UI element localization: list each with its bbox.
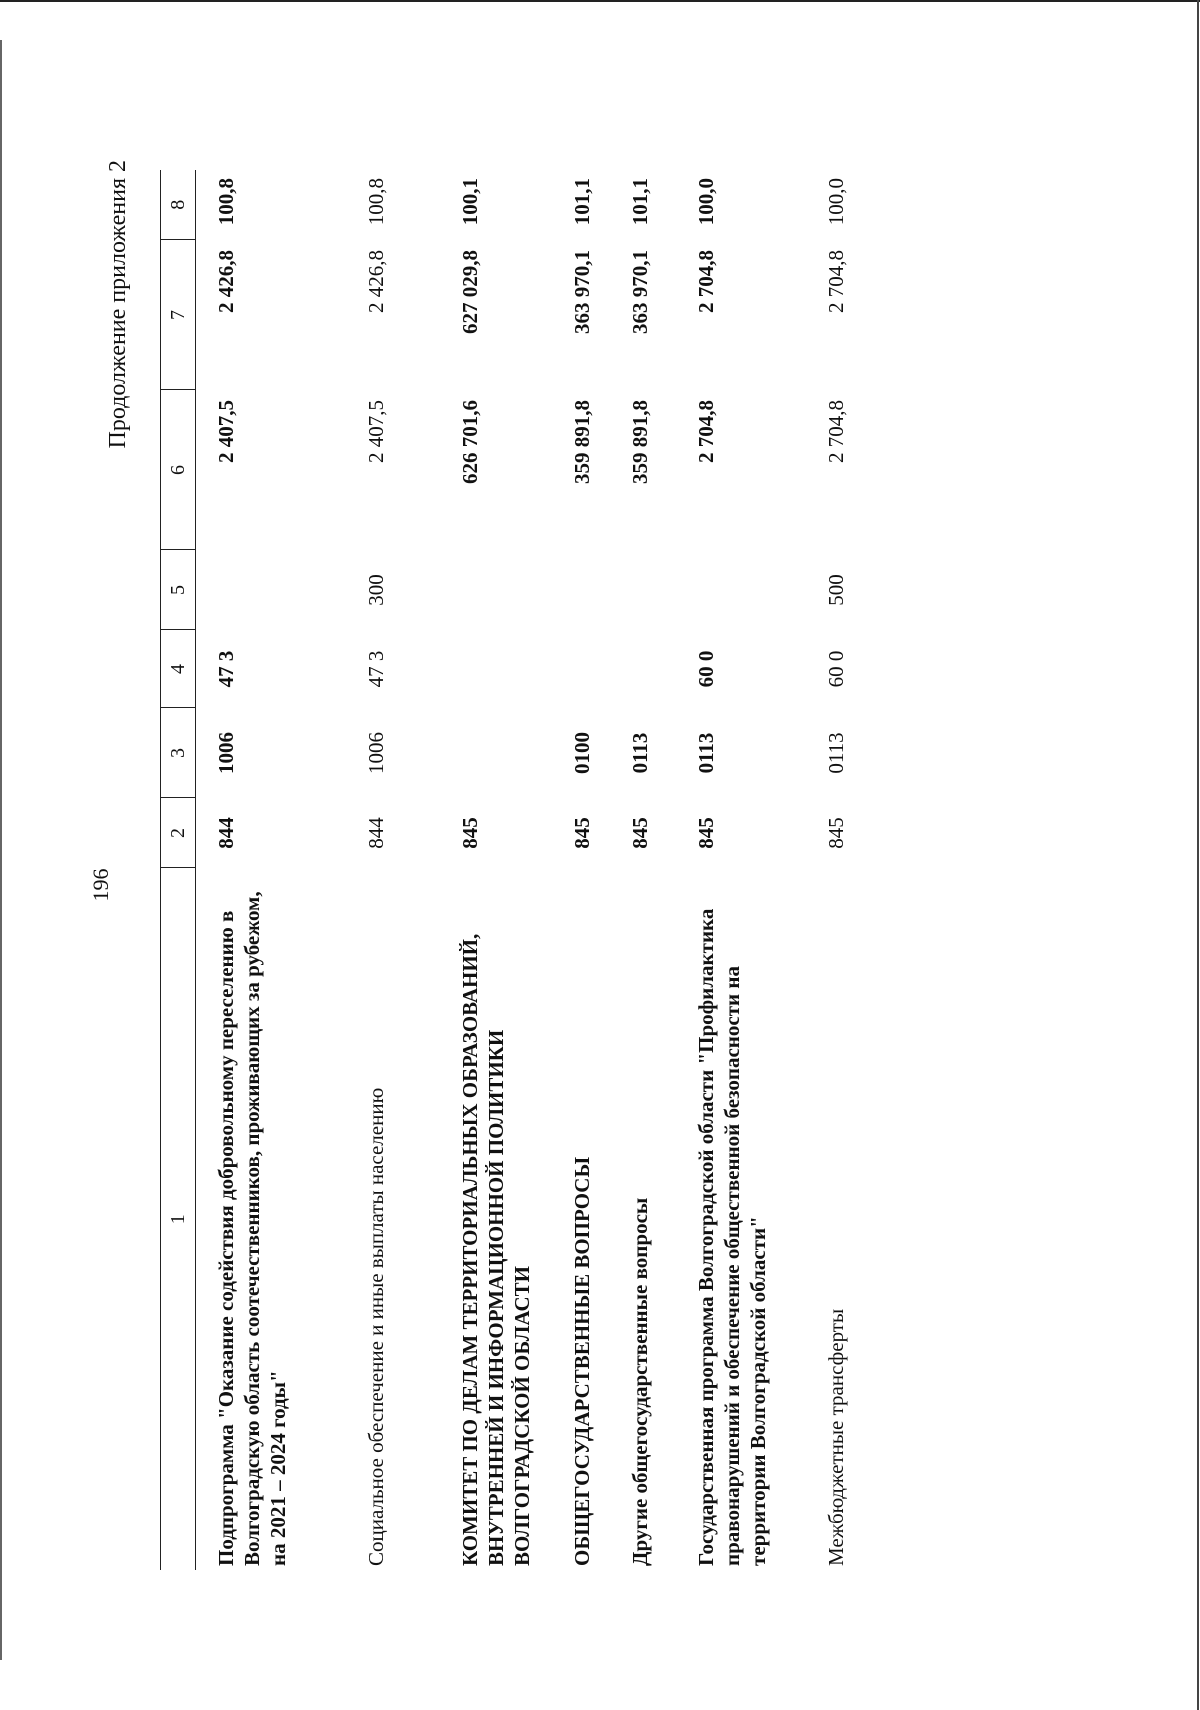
row-col-8: 101,1 <box>628 178 652 226</box>
header-col-3: 3 <box>161 708 196 798</box>
row-col-7: 2 426,8 <box>214 250 238 313</box>
row-col-2: 845 <box>694 817 718 849</box>
row-col-2: 845 <box>570 817 594 849</box>
row-col-3: 0113 <box>694 732 718 774</box>
row-col-5: 300 <box>364 574 388 606</box>
row-col-8: 100,0 <box>824 178 848 226</box>
row-col-4: 60 0 <box>694 650 718 688</box>
row-col-7: 2 704,8 <box>824 250 848 313</box>
row-col-5 <box>694 550 824 630</box>
header-col-4: 4 <box>161 630 196 708</box>
scan-edge-left <box>0 40 2 1660</box>
row-name: Социальное обеспечение и иные выплаты населению <box>364 1087 388 1566</box>
row-col-3: 0113 <box>628 732 652 774</box>
row-col-2: 845 <box>824 817 848 849</box>
row-col-7: 363 970,1 <box>628 250 652 334</box>
row-col-4: 60 0 <box>824 650 848 688</box>
row-col-3 <box>458 708 570 798</box>
row-col-8: 100,0 <box>694 178 718 226</box>
row-col-4 <box>458 630 570 708</box>
row-col-7: 2 426,8 <box>364 250 388 313</box>
row-col-6: 626 701,6 <box>458 400 482 484</box>
row-col-4: 47 3 <box>214 650 238 688</box>
row-name: Межбюджетные трансферты <box>824 1308 848 1566</box>
row-col-2: 845 <box>458 817 482 849</box>
row-col-7: 627 029,8 <box>458 250 482 334</box>
row-col-6: 2 704,8 <box>824 400 848 463</box>
row-col-6: 2 704,8 <box>694 400 718 463</box>
row-col-4: 47 3 <box>364 650 388 688</box>
scan-edge-top <box>0 0 1200 2</box>
row-col-3: 1006 <box>214 732 238 774</box>
row-col-5 <box>458 550 570 630</box>
row-col-8: 100,1 <box>458 178 482 226</box>
header-col-5: 5 <box>161 550 196 630</box>
row-name: КОМИТЕТ ПО ДЕЛАМ ТЕРРИТОРИАЛЬНЫХ ОБРАЗОВАНИЙ, ВНУТРЕННЕЙ И ИНФОРМАЦИОННОЙ ПОЛИТИКИ ВОЛГОГРАДСКОЙ ОБЛАСТИ <box>458 933 534 1566</box>
row-col-3: 0113 <box>824 732 848 774</box>
header-col-8: 8 <box>161 170 196 240</box>
table-row <box>364 170 458 1570</box>
header-col-2: 2 <box>161 798 196 868</box>
page-number: 196 <box>88 868 113 902</box>
row-col-5 <box>628 550 694 630</box>
row-name: ОБЩЕГОСУДАРСТВЕННЫЕ ВОПРОСЫ <box>570 1156 594 1566</box>
row-name: Государственная программа Волгоградской области "Профилактика правонарушений и обеспечение общественной безопасности на территории Волгоградской области" <box>694 908 770 1566</box>
continuation-label: Продолжение приложения 2 <box>105 160 131 449</box>
row-col-6: 2 407,5 <box>364 400 388 463</box>
row-col-6: 2 407,5 <box>214 400 238 463</box>
budget-table <box>160 170 864 1570</box>
row-col-3: 1006 <box>364 732 388 774</box>
row-col-8: 100,8 <box>364 178 388 226</box>
rotated-content <box>50 110 1050 1660</box>
row-col-2: 845 <box>628 817 652 849</box>
row-col-6: 359 891,8 <box>628 400 652 484</box>
row-col-2: 844 <box>214 817 238 849</box>
table-row <box>824 170 864 1570</box>
header-col-7: 7 <box>161 240 196 390</box>
row-col-7: 2 704,8 <box>694 250 718 313</box>
row-name: Другие общегосударственные вопросы <box>628 1197 652 1566</box>
row-col-7: 363 970,1 <box>570 250 594 334</box>
row-col-3: 0100 <box>570 732 594 774</box>
row-col-2: 844 <box>364 817 388 849</box>
header-row <box>161 170 196 1570</box>
row-col-5 <box>196 550 365 630</box>
row-name: Подпрограмма "Оказание содействия добровольному переселению в Волгоградскую область соотечественников, проживающих за рубежом, на 2021 – 2024 годы" <box>214 891 290 1566</box>
row-col-4 <box>570 630 628 708</box>
table-row <box>458 170 570 1570</box>
table-row <box>694 170 824 1570</box>
row-col-4 <box>628 630 694 708</box>
row-col-6: 359 891,8 <box>570 400 594 484</box>
scan-edge-right <box>1197 0 1199 1710</box>
row-col-5: 500 <box>824 574 848 606</box>
row-col-8: 101,1 <box>570 178 594 226</box>
header-col-6: 6 <box>161 390 196 550</box>
table-row <box>196 170 365 1570</box>
table-row <box>570 170 628 1570</box>
header-col-1: 1 <box>161 868 196 1570</box>
table-row <box>628 170 694 1570</box>
row-col-8: 100,8 <box>214 178 238 226</box>
row-col-5 <box>570 550 628 630</box>
